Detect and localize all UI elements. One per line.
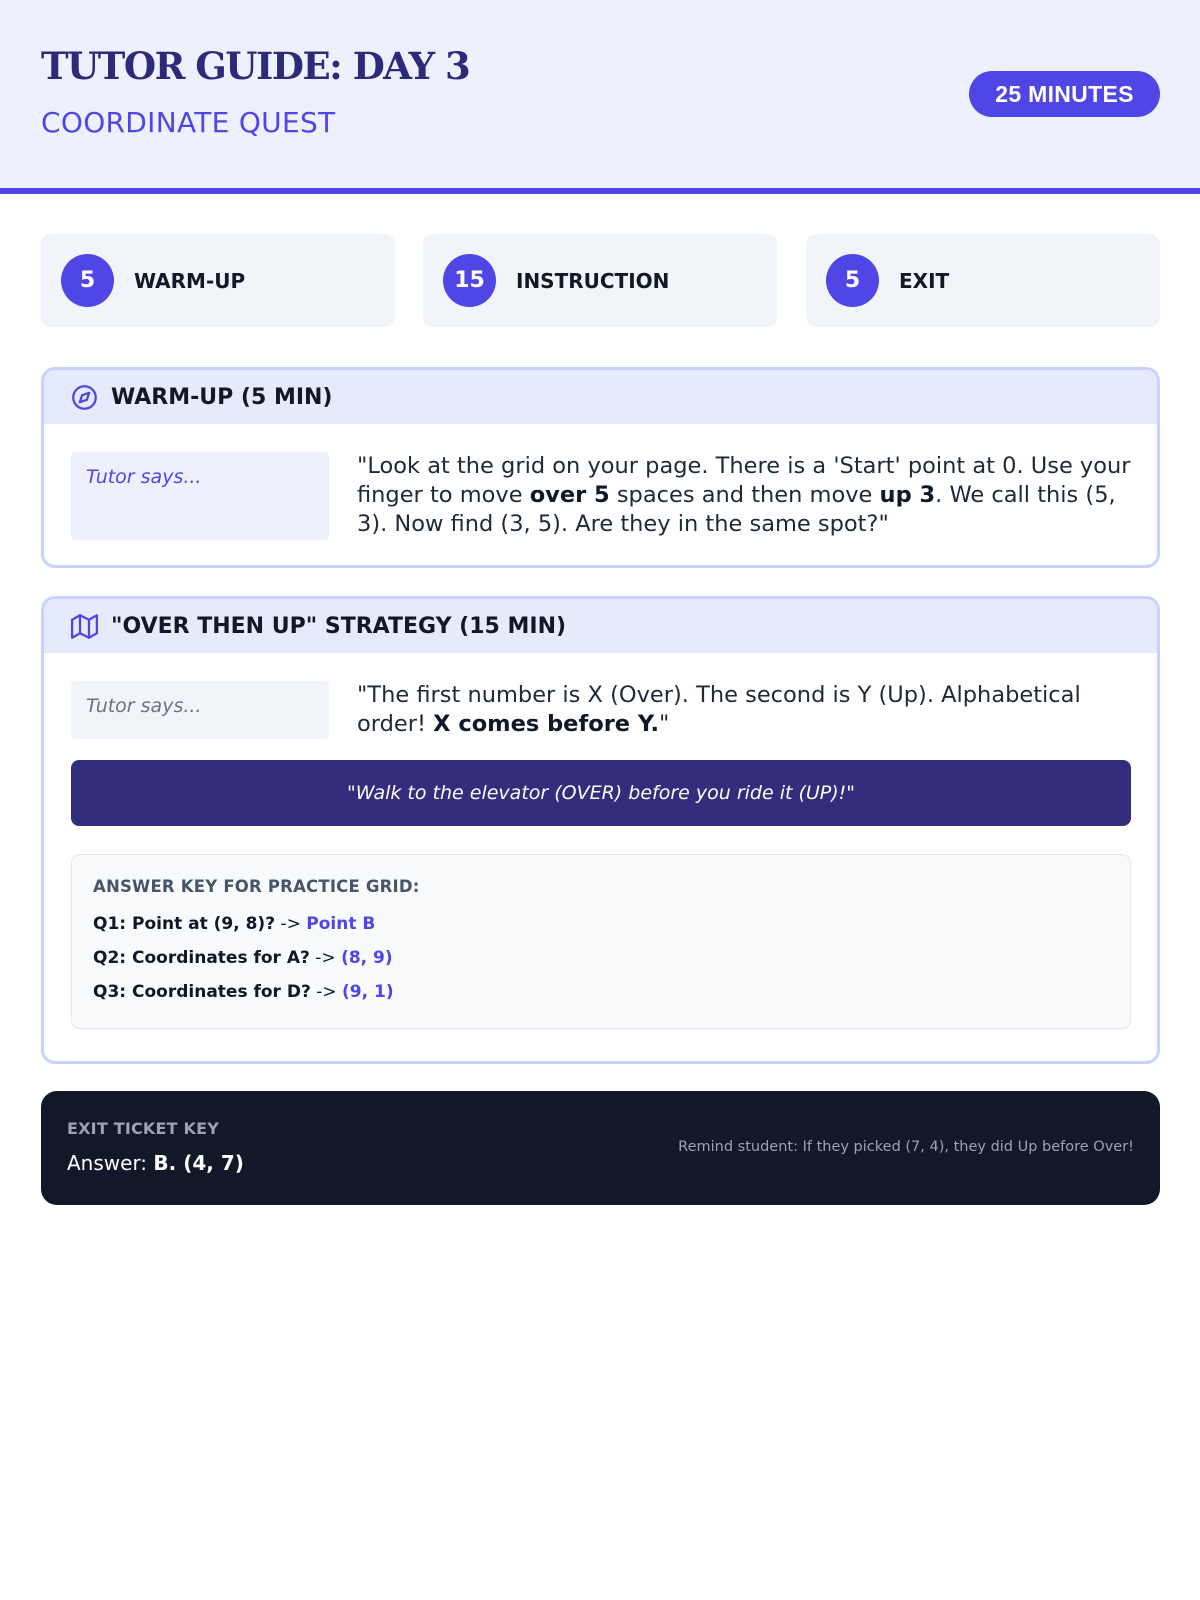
answer-key-row: Q3: Coordinates for D? -> (9, 1) (93, 982, 394, 1002)
phase-card-instruction (423, 234, 777, 327)
phase-minutes-badge: 15 (443, 254, 496, 307)
phase-card-exit (806, 234, 1160, 327)
phase-label: EXIT (899, 268, 950, 293)
tutor-says-label: Tutor says... (71, 681, 329, 739)
exit-ticket-answer: Answer: B. (4, 7) (67, 1151, 244, 1175)
compass-icon (71, 384, 98, 411)
strategy-tutor-script: "The first number is X (Over). The second is Y (Up). Alphabetical order! X comes before Y." (357, 682, 1081, 737)
warmup-section (41, 367, 1160, 568)
page-subtitle: COORDINATE QUEST (41, 106, 336, 139)
page-header (0, 0, 1200, 194)
strategy-section-title: "OVER THEN UP" STRATEGY (15 MIN) (111, 613, 567, 639)
answer-key-row: Q2: Coordinates for A? -> (8, 9) (93, 948, 393, 968)
strategy-section-header (44, 599, 1157, 653)
exit-ticket-note: Remind student: If they picked (7, 4), they did Up before Over! (678, 1139, 1134, 1155)
phase-card-warmup (41, 234, 395, 327)
warmup-tutor-script: "Look at the grid on your page. There is a 'Start' point at 0. Use your finger to move over 5 spaces and then move up 3. We call this (5, 3). Now find (3, 5). Are they in the same spot?" (357, 453, 1131, 537)
warmup-section-title: WARM-UP (5 MIN) (111, 384, 333, 410)
answer-key-row: Q1: Point at (9, 8)? -> Point B (93, 914, 376, 934)
warmup-section-header (44, 370, 1157, 424)
phase-minutes-badge: 5 (826, 254, 879, 307)
duration-badge: 25 MINUTES (969, 71, 1160, 117)
strategy-section (41, 596, 1160, 1064)
phase-label: WARM-UP (134, 268, 246, 293)
phase-minutes-badge: 5 (61, 254, 114, 307)
mnemonic-banner: "Walk to the elevator (OVER) before you ride it (UP)!" (71, 760, 1131, 826)
map-icon (71, 613, 98, 640)
tutor-says-label: Tutor says... (71, 452, 329, 540)
answer-key-box (71, 854, 1131, 1029)
page-title: TUTOR GUIDE: DAY 3 (41, 44, 470, 88)
answer-key-title: ANSWER KEY FOR PRACTICE GRID: (93, 877, 420, 896)
exit-ticket-title: EXIT TICKET KEY (67, 1119, 220, 1138)
exit-ticket-key (41, 1091, 1160, 1205)
phase-label: INSTRUCTION (516, 268, 670, 293)
